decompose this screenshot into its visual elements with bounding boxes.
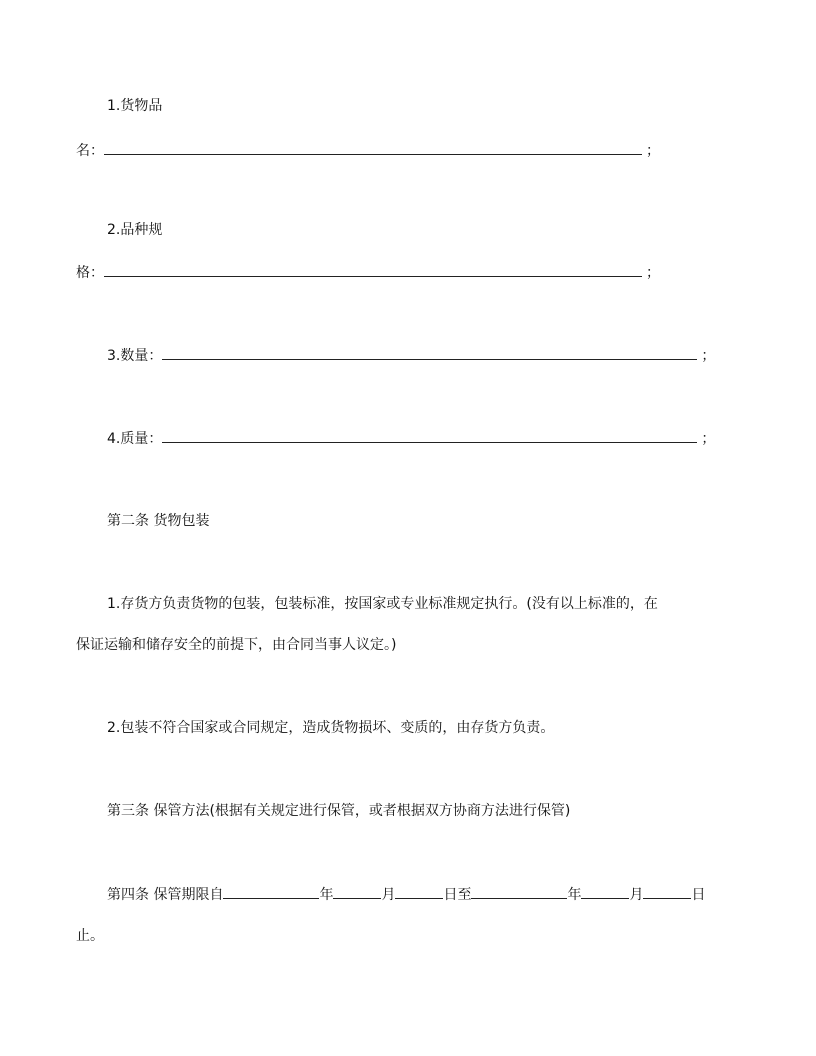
item2-label-first-line — [107, 220, 162, 240]
end-day-blank[interactable] — [643, 884, 691, 899]
goods-name-blank[interactable] — [104, 140, 642, 155]
item2-label-a: 2.品种规 — [107, 222, 163, 238]
quantity-blank[interactable] — [162, 345, 697, 360]
article2-para1-line2-text: 保证运输和储存安全的前提下，由合同当事人议定。) — [76, 637, 397, 653]
article2-title — [107, 511, 209, 531]
item4-label: 4.质量： — [107, 431, 163, 447]
item1-label-a: 1.货物品 — [107, 98, 163, 114]
item1-label-first-line — [107, 96, 162, 116]
article4-end-line — [76, 926, 104, 946]
year-label: 年 — [567, 887, 582, 903]
item1-label-b: 名： — [76, 143, 104, 159]
article2-para2-text: 2.包装不符合国家或合同规定，造成货物损坏、变质的，由存货方负责。 — [107, 720, 555, 736]
article2-para1-line2 — [76, 635, 396, 655]
semicolon: ； — [701, 348, 716, 364]
item1-field-line — [76, 140, 660, 160]
article2-title-text: 第二条 货物包装 — [107, 513, 210, 529]
article2-para1-line1 — [107, 594, 658, 614]
item3-field-line — [107, 345, 715, 365]
year-label: 年 — [319, 887, 334, 903]
day-label: 日 — [691, 887, 706, 903]
end-year-blank[interactable] — [471, 884, 567, 899]
month-label: 月 — [381, 887, 396, 903]
article3-title-text: 第三条 保管方法(根据有关规定进行保管，或者根据双方协商方法进行保管) — [107, 803, 571, 819]
semicolon: ； — [701, 431, 716, 447]
article4-period-line — [107, 884, 705, 904]
start-year-blank[interactable] — [223, 884, 319, 899]
item2-label-b: 格： — [76, 265, 104, 281]
quality-blank[interactable] — [162, 428, 697, 443]
semicolon: ； — [646, 265, 660, 281]
start-day-blank[interactable] — [395, 884, 443, 899]
item2-field-line — [76, 262, 660, 282]
article2-para2 — [107, 718, 554, 738]
article2-para1-line1-text: 1.存货方负责货物的包装，包装标准，按国家或专业标准规定执行。(没有以上标准的，在 — [107, 596, 658, 612]
semicolon: ； — [646, 143, 660, 159]
start-month-blank[interactable] — [333, 884, 381, 899]
end-month-blank[interactable] — [581, 884, 629, 899]
article4-prefix: 第四条 保管期限自 — [107, 887, 224, 903]
month-label: 月 — [629, 887, 644, 903]
item3-label: 3.数量： — [107, 348, 163, 364]
article3-title — [107, 801, 570, 821]
day-to-label: 日至 — [443, 887, 472, 903]
item4-field-line — [107, 428, 715, 448]
variety-spec-blank[interactable] — [104, 262, 642, 277]
article4-end: 止。 — [76, 928, 104, 944]
